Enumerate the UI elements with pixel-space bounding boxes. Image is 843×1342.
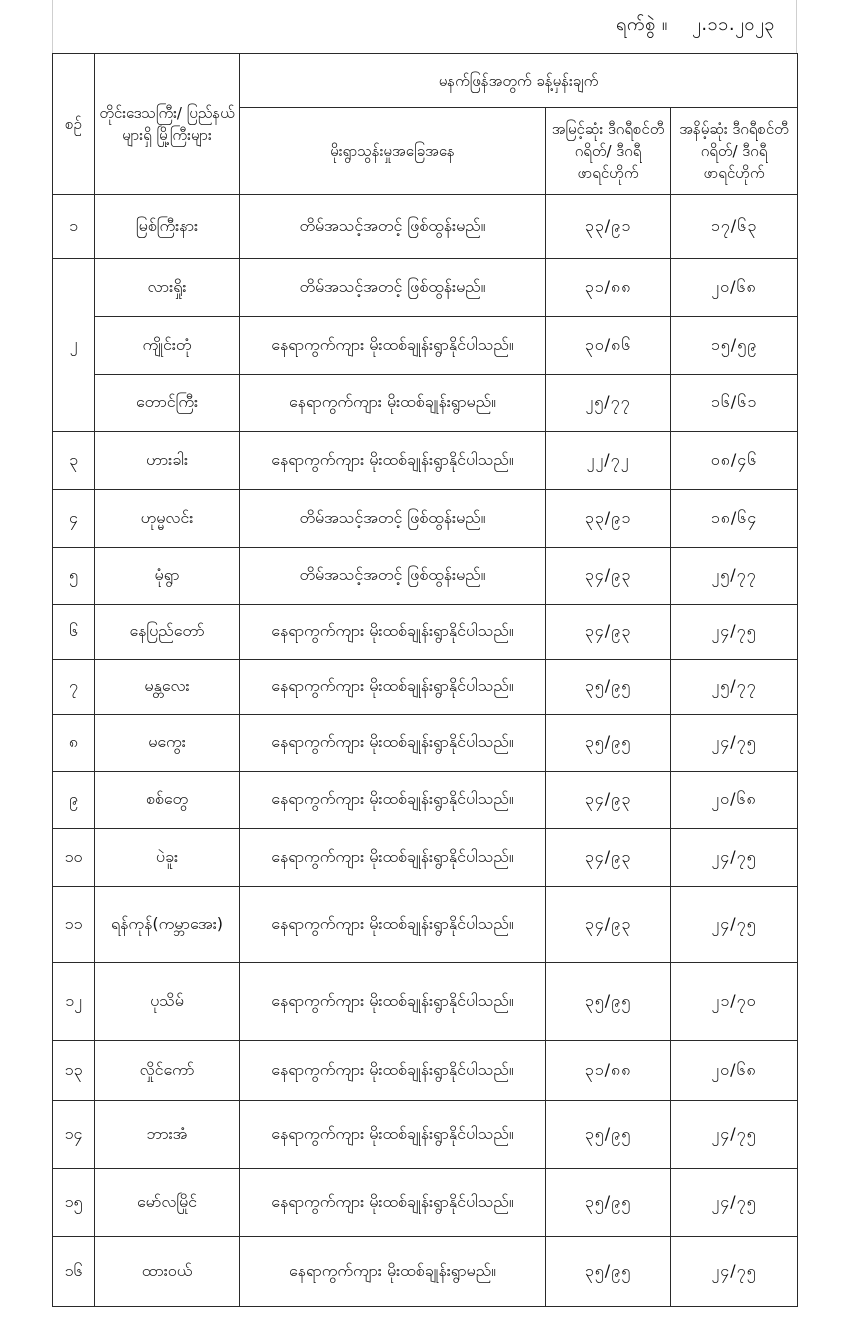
row-min-temp: ၂၄/၇၅	[671, 605, 798, 660]
row-city: မုံရွာ	[95, 548, 240, 605]
table-row	[53, 963, 798, 1041]
row-max-temp: ၃၀/၈၆	[546, 317, 671, 375]
row-city: ထားဝယ်	[95, 1237, 240, 1307]
row-condition: နေရာကွက်ကျား မိုးထစ်ချုန်းရွာမည်။	[240, 1237, 546, 1307]
row-min-temp: ၂၄/၇၅	[671, 1169, 798, 1237]
row-min-temp: ၂၅/၇၇	[671, 548, 798, 605]
row-city: စစ်တွေ	[95, 772, 240, 829]
row-city: တောင်ကြီး	[95, 375, 240, 432]
row-condition: နေရာကွက်ကျား မိုးထစ်ချုန်းရွာနိုင်ပါသည်။	[240, 887, 546, 963]
row-condition: နေရာကွက်ကျား မိုးထစ်ချုန်းရွာနိုင်ပါသည်။	[240, 317, 546, 375]
row-condition: နေရာကွက်ကျား မိုးထစ်ချုန်းရွာနိုင်ပါသည်။	[240, 772, 546, 829]
row-city: ပဲခူး	[95, 829, 240, 887]
row-min-temp: ၁၈/၆၄	[671, 490, 798, 548]
header-no: စဉ်	[53, 54, 95, 195]
table-row	[53, 259, 798, 317]
table-row	[53, 1237, 798, 1307]
row-min-temp: ၂၁/၇၀	[671, 963, 798, 1041]
row-no: ၁၅	[53, 1169, 95, 1237]
row-min-temp: ၂၄/၇၅	[671, 829, 798, 887]
header-city: တိုင်းဒေသကြီး/ ပြည်နယ်များရှိ မြို့ကြီးများ	[95, 54, 240, 195]
row-city: ဟုမ္မလင်း	[95, 490, 240, 548]
row-min-temp: ၀၈/၄၆	[671, 432, 798, 490]
row-no: ၁	[53, 195, 95, 259]
row-city: ဘားအံ	[95, 1101, 240, 1169]
table-row	[53, 548, 798, 605]
table-row	[53, 715, 798, 772]
row-max-temp: ၃၅/၉၅	[546, 1237, 671, 1307]
row-max-temp: ၃၅/၉၅	[546, 963, 671, 1041]
row-no: ၇	[53, 660, 95, 715]
row-city: လားရှိုး	[95, 259, 240, 317]
row-min-temp: ၁၅/၅၉	[671, 317, 798, 375]
table-row	[53, 887, 798, 963]
table-row	[53, 1169, 798, 1237]
row-city: ရန်ကုန်(ကမ္ဘာအေး)	[95, 887, 240, 963]
row-max-temp: ၃၄/၉၃	[546, 829, 671, 887]
row-min-temp: ၂၀/၆၈	[671, 772, 798, 829]
row-no: ၂	[53, 259, 95, 432]
row-no: ၁၃	[53, 1041, 95, 1101]
header-forecast-group: မနက်ဖြန်အတွက် ခန့်မှန်းချက်	[240, 54, 798, 108]
row-max-temp: ၂၅/၇၇	[546, 375, 671, 432]
row-condition: တိမ်အသင့်အတင့် ဖြစ်ထွန်းမည်။	[240, 548, 546, 605]
row-min-temp: ၂၀/၆၈	[671, 1041, 798, 1101]
date-line	[616, 12, 775, 39]
row-no: ၁၁	[53, 887, 95, 963]
row-condition: နေရာကွက်ကျား မိုးထစ်ချုန်းရွာနိုင်ပါသည်။	[240, 432, 546, 490]
table-row	[53, 432, 798, 490]
row-condition: တိမ်အသင့်အတင့် ဖြစ်ထွန်းမည်။	[240, 490, 546, 548]
row-min-temp: ၂၄/၇၅	[671, 1101, 798, 1169]
row-condition: နေရာကွက်ကျား မိုးထစ်ချုန်းရွာနိုင်ပါသည်။	[240, 1169, 546, 1237]
table-row	[53, 772, 798, 829]
row-no: ၄	[53, 490, 95, 548]
table-row	[53, 317, 798, 375]
table-row	[53, 1041, 798, 1101]
table-row	[53, 195, 798, 259]
row-condition: နေရာကွက်ကျား မိုးထစ်ချုန်းရွာနိုင်ပါသည်။	[240, 660, 546, 715]
row-city: ကျိုင်းတုံ	[95, 317, 240, 375]
row-max-temp: ၃၃/၉၁	[546, 490, 671, 548]
row-min-temp: ၁၇/၆၃	[671, 195, 798, 259]
row-city: မန္တလေး	[95, 660, 240, 715]
row-max-temp: ၃၄/၉၃	[546, 548, 671, 605]
row-max-temp: ၃၄/၉၃	[546, 605, 671, 660]
date-value: ၂.၁၁.၂၀၂၃	[692, 14, 775, 35]
table-row	[53, 375, 798, 432]
row-condition: တိမ်အသင့်အတင့် ဖြစ်ထွန်းမည်။	[240, 195, 546, 259]
table-row	[53, 660, 798, 715]
forecast-table	[52, 53, 798, 1307]
row-max-temp: ၃၄/၉၃	[546, 772, 671, 829]
row-no: ၁၂	[53, 963, 95, 1041]
row-max-temp: ၂၂/၇၂	[546, 432, 671, 490]
row-no: ၁၀	[53, 829, 95, 887]
row-max-temp: ၃၅/၉၅	[546, 715, 671, 772]
table-row	[53, 829, 798, 887]
row-min-temp: ၂၅/၇၇	[671, 660, 798, 715]
row-no: ၁၆	[53, 1237, 95, 1307]
row-city: ပုသိမ်	[95, 963, 240, 1041]
row-condition: နေရာကွက်ကျား မိုးထစ်ချုန်းရွာမည်။	[240, 375, 546, 432]
row-max-temp: ၃၁/၈၈	[546, 259, 671, 317]
row-min-temp: ၂၄/၇၅	[671, 715, 798, 772]
row-max-temp: ၃၅/၉၅	[546, 660, 671, 715]
row-condition: နေရာကွက်ကျား မိုးထစ်ချုန်းရွာနိုင်ပါသည်။	[240, 1041, 546, 1101]
row-min-temp: ၂၀/၆၈	[671, 259, 798, 317]
row-condition: နေရာကွက်ကျား မိုးထစ်ချုန်းရွာနိုင်ပါသည်။	[240, 963, 546, 1041]
row-condition: နေရာကွက်ကျား မိုးထစ်ချုန်းရွာနိုင်ပါသည်။	[240, 715, 546, 772]
header-condition: မိုးရွာသွန်းမှုအခြေအနေ	[240, 108, 546, 195]
row-max-temp: ၃၅/၉၅	[546, 1169, 671, 1237]
table-row	[53, 490, 798, 548]
row-city: မော်လမြိုင်	[95, 1169, 240, 1237]
table-row	[53, 1101, 798, 1169]
row-condition: နေရာကွက်ကျား မိုးထစ်ချုန်းရွာနိုင်ပါသည်။	[240, 605, 546, 660]
row-max-temp: ၃၁/၈၈	[546, 1041, 671, 1101]
row-city: ဟားခါး	[95, 432, 240, 490]
row-min-temp: ၂၄/၇၅	[671, 887, 798, 963]
row-no: ၁၄	[53, 1101, 95, 1169]
header-max-temp: အမြင့်ဆုံး ဒီဂရီစင်တီဂရိတ်/ ဒီဂရီဖာရင်ဟိုက်	[546, 108, 671, 195]
row-min-temp: ၁၆/၆၁	[671, 375, 798, 432]
row-no: ၅	[53, 548, 95, 605]
table-row	[53, 605, 798, 660]
row-no: ၉	[53, 772, 95, 829]
row-city: လှိုင်ကော်	[95, 1041, 240, 1101]
row-city: နေပြည်တော်	[95, 605, 240, 660]
row-min-temp: ၂၄/၇၅	[671, 1237, 798, 1307]
header-min-temp: အနိမ့်ဆုံး ဒီဂရီစင်တီဂရိတ်/ ဒီဂရီဖာရင်ဟိုက်	[671, 108, 798, 195]
row-condition: နေရာကွက်ကျား မိုးထစ်ချုန်းရွာနိုင်ပါသည်။	[240, 1101, 546, 1169]
row-max-temp: ၃၃/၉၁	[546, 195, 671, 259]
row-condition: တိမ်အသင့်အတင့် ဖြစ်ထွန်းမည်။	[240, 259, 546, 317]
date-label: ရက်စွဲ ။	[616, 14, 668, 35]
row-no: ၃	[53, 432, 95, 490]
row-city: မကွေး	[95, 715, 240, 772]
row-max-temp: ၃၅/၉၅	[546, 1101, 671, 1169]
row-max-temp: ၃၄/၉၃	[546, 887, 671, 963]
row-condition: နေရာကွက်ကျား မိုးထစ်ချုန်းရွာနိုင်ပါသည်။	[240, 829, 546, 887]
row-no: ၆	[53, 605, 95, 660]
row-city: မြစ်ကြီးနား	[95, 195, 240, 259]
row-no: ၈	[53, 715, 95, 772]
